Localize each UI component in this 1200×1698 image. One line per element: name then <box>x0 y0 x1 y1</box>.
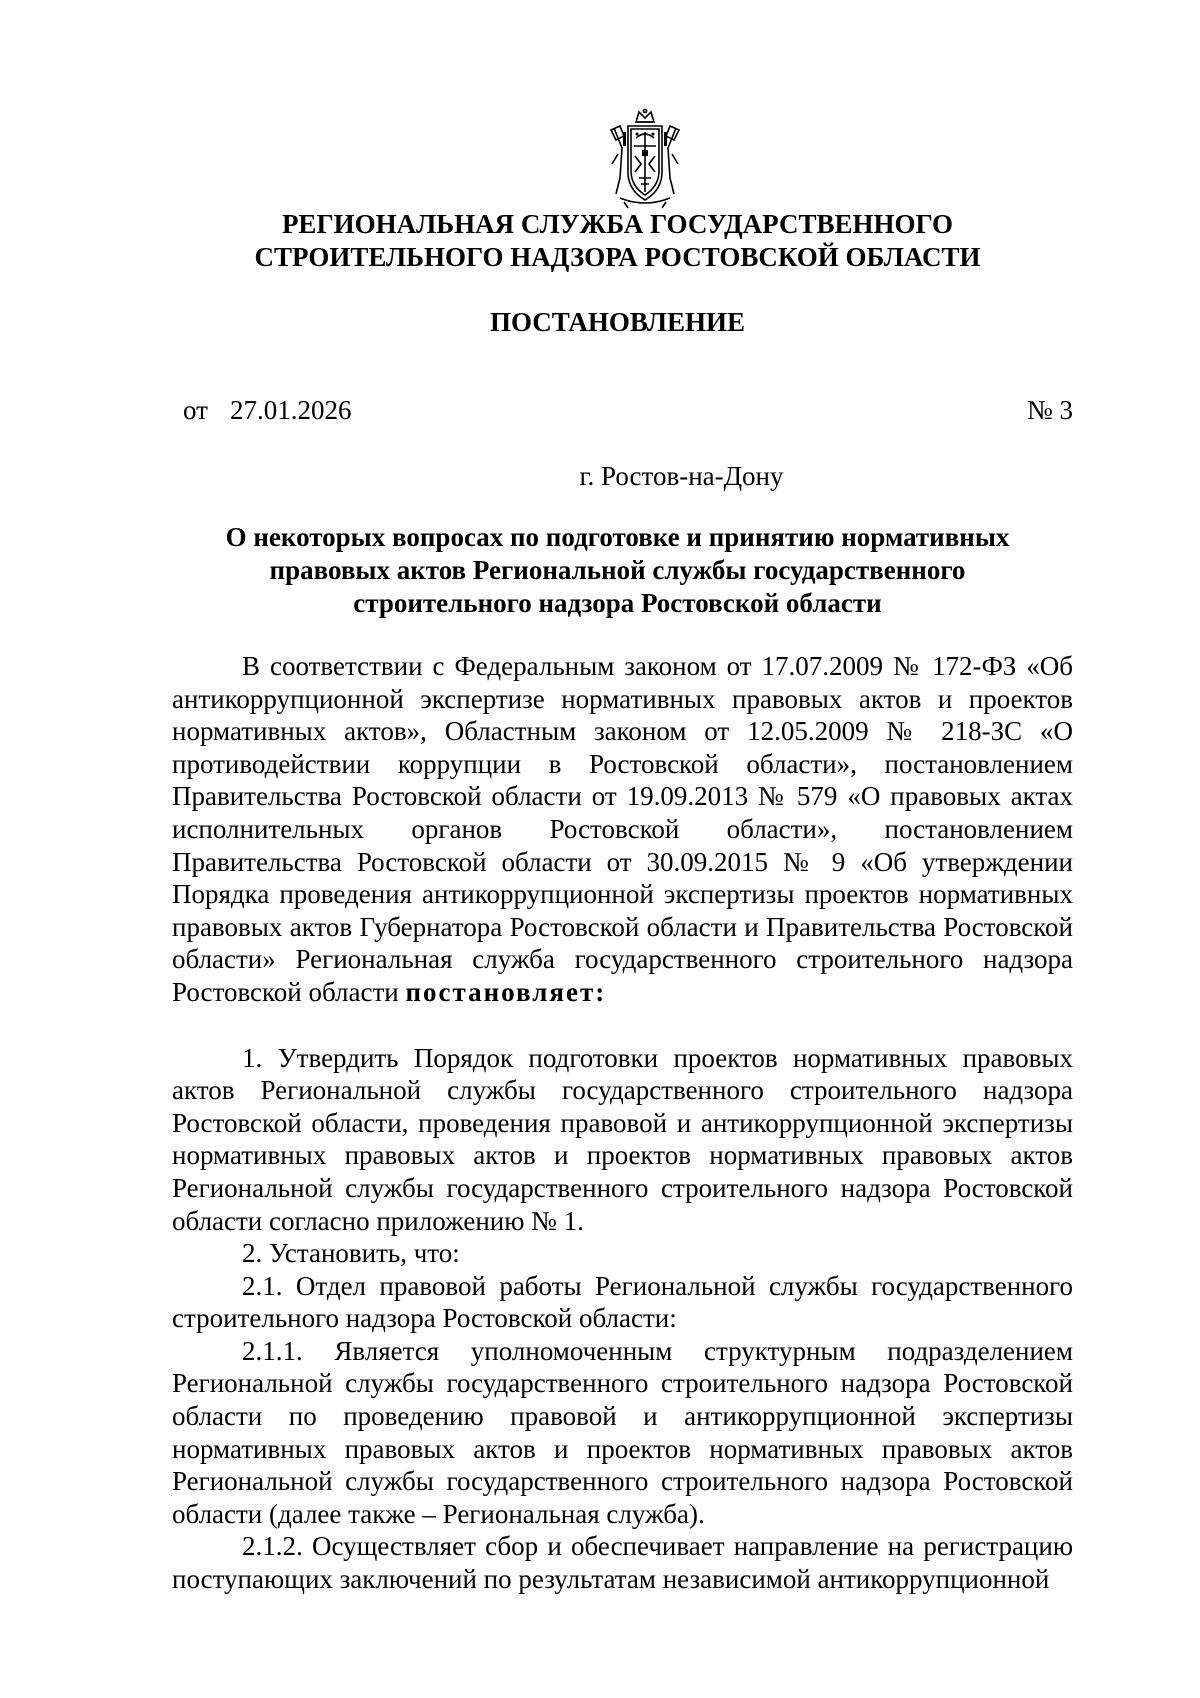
resolve-word: постановляет: <box>405 976 607 1007</box>
date-prefix: от <box>183 395 208 425</box>
preamble-text: В соответствии с Федеральным законом от 17.07.2009 № 172-ФЗ «Об антикоррупционной экспертизе нормативных правовых актов и проектов нормативных актов», Областным законом от 12.05.2009 № 218-ЗС «О противодействии коррупции в Ростовской области», постановлением Правительства Ростовской области от 19.09.2013 № 579 «О правовых актах исполнительных органов Ростовской области», постановлением Правительства Ростовской области от 30.09.2015 № 9 «Об утверждении Порядка проведения антикоррупционной экспертизы проектов нормативных правовых актов Губернатора Ростовской области и Правительства Ростовской области» Региональная служба государственного строительного надзора Ростовской области <box>172 651 1073 1007</box>
clause-2: 2. Установить, что: <box>242 1238 460 1269</box>
city: г. Ростов-на-Дону <box>579 461 784 491</box>
document-number: № 3 <box>1026 395 1073 425</box>
document-date: 27.01.2026 <box>230 395 352 425</box>
coat-of-arms-icon <box>606 108 684 210</box>
clause-2-1-2: 2.1.2. Осуществляет сбор и обеспечивает направление на регистрацию поступающих заключений по результатам независимой антикоррупционной <box>172 1531 1073 1595</box>
clause-1: 1. Утвердить Порядок подготовки проектов нормативных правовых актов Региональной службы государственного строительного надзора Ростовской области, проведения правовой и антикоррупционной экспертизы нормативных правовых актов и проектов нормативных правовых актов Региональной службы государственного строительного надзора Ростовской области согласно приложению № 1. <box>172 1042 1073 1236</box>
organization-title-line-2: СТРОИТЕЛЬНОГО НАДЗОРА РОСТОВСКОЙ ОБЛАСТИ <box>254 242 981 272</box>
organization-title <box>150 208 1085 274</box>
document-body <box>172 650 1073 1596</box>
subject-line-3: строительного надзора Ростовской области <box>353 588 882 618</box>
document-type: ПОСТАНОВЛЕНИЕ <box>489 307 746 337</box>
clause-2-1: 2.1. Отдел правовой работы Региональной службы государственного строительного надзора Ростовской области: <box>172 1270 1073 1334</box>
organization-title-line-1: РЕГИОНАЛЬНАЯ СЛУЖБА ГОСУДАРСТВЕННОГО <box>281 209 954 239</box>
preamble-paragraph <box>172 650 1073 1009</box>
clause-2-1-1: 2.1.1. Является уполномоченным структурным подразделением Региональной службы государственного строительного надзора Ростовской области по проведению правовой и антикоррупционной экспертизы нормативных правовых актов и проектов нормативных правовых актов Региональной службы государственного строительного надзора Ростовской области (далее также – Региональная служба). <box>172 1335 1073 1529</box>
subject-line-2: правовых актов Региональной службы государственного <box>269 555 966 585</box>
subject-line-1: О некоторых вопросах по подготовке и принятию нормативных <box>225 522 1010 552</box>
document-subject <box>150 521 1085 620</box>
